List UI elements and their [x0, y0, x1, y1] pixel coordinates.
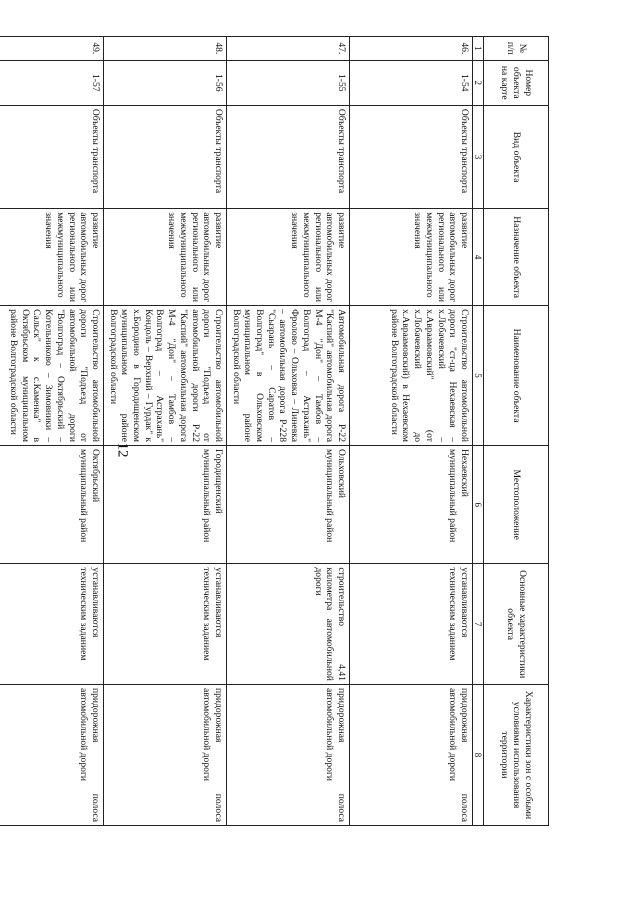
column-number: 4	[473, 209, 484, 306]
object-name: Строительство автомобильной дороги "Подъезд от автомобильной дороги "Волгоград – Октябрьский – Котельниково – Зимовники – Сальск" к с.Каменка" в Октябрьском муниципальном районе Волгоградской области	[0, 306, 104, 446]
column-number: 2	[473, 60, 484, 105]
object-purpose: развитие автомобильных дорог регионального или межмуниципального значения	[0, 209, 104, 306]
column-number: 1	[473, 37, 484, 61]
object-purpose: развитие автомобильных дорог регионального или межмуниципального значения	[350, 209, 473, 306]
column-number: 7	[473, 564, 484, 685]
object-location: Нехаевский муниципальный район	[350, 446, 473, 564]
column-number: 3	[473, 105, 484, 208]
table-row	[350, 37, 473, 826]
column-number: 5	[473, 306, 484, 446]
object-purpose: развитие автомобильных дорог регионального или межмуниципального значения	[104, 209, 227, 306]
zone-characteristics: придорожная полоса автомобильной дороги	[350, 684, 473, 825]
object-characteristics: строительство 4,41 километра автомобильной дороги	[227, 564, 350, 685]
map-number: 1-54	[350, 60, 473, 105]
row-number: 49.	[0, 37, 104, 61]
column-number: 8	[473, 684, 484, 825]
object-name: Автомобильная дорога Р-22 "Каспий" автомобильная дорога М-4 "Дон" – Тамбов – Волгоград – Астрахань" Фролово – Ольховка – Линевка – автомобильная дорога Р-228 "Сызрань – Саратов – Волгоград" в Ольховском муниципальном районе Волгоградской области	[227, 306, 350, 446]
map-number: 1-57	[0, 60, 104, 105]
zone-characteristics: придорожная полоса автомобильной дороги	[104, 684, 227, 825]
row-number: 46.	[350, 37, 473, 61]
header-cell: № п/п	[484, 37, 549, 61]
row-number: 47.	[227, 37, 350, 61]
table-row	[227, 37, 350, 826]
header-cell: Характеристики зон с особыми условиями использования территории	[484, 684, 549, 825]
object-characteristics: устанавливаются техническим заданием	[104, 564, 227, 685]
table-header-row	[484, 37, 549, 826]
object-name: Строительство автомобильной дороги "Подъезд от автомобильной дороги Р-22 "Каспий" автомобильная дорога М-4 "Дон" – Тамбов – Волгоград – Астрахань" Кондоль – Верхний – Гурдак" к х.Бородино в Городищенском муниципальном районе Волгоградской области	[104, 306, 227, 446]
zone-characteristics: придорожная полоса автомобильной дороги	[227, 684, 350, 825]
object-kind: Объекты транспорта	[227, 105, 350, 208]
header-cell: Местоположение	[484, 446, 549, 564]
map-number: 1-56	[104, 60, 227, 105]
header-cell: Вид объекта	[484, 105, 549, 208]
map-number: 1-55	[227, 60, 350, 105]
object-purpose: развитие автомобильных дорог регионального или межмуниципального значения	[227, 209, 350, 306]
object-location: Городищенский муниципальный район	[104, 446, 227, 564]
header-cell: Номер объекта на карте	[484, 60, 549, 105]
object-location: Ольховский муниципальный район	[227, 446, 350, 564]
column-number-row	[473, 37, 484, 826]
object-kind: Объекты транспорта	[104, 105, 227, 208]
header-cell: Основные характеристики объекта	[484, 564, 549, 685]
object-location: Октябрьский муниципальный район	[0, 446, 104, 564]
column-number: 6	[473, 446, 484, 564]
table-row	[104, 37, 227, 826]
row-number: 48.	[104, 37, 227, 61]
object-kind: Объекты транспорта	[0, 105, 104, 208]
table-row	[0, 37, 104, 826]
object-characteristics: устанавливаются техническим заданием	[350, 564, 473, 685]
header-cell: Наименование объекта	[484, 306, 549, 446]
object-name: Строительство автомобильной дороги "ст-ца Нехаевская – х.Лобачевский – х.Авраамовский" (от х.Лобачевский до х.Авраамовский) в Нехаевском районе Волгоградской области	[350, 306, 473, 446]
header-cell: Назначение объекта	[484, 209, 549, 306]
zone-characteristics: придорожная полоса автомобильной дороги	[0, 684, 104, 825]
page-number: 12	[114, 442, 131, 458]
object-characteristics: устанавливаются техническим заданием	[0, 564, 104, 685]
object-kind: Объекты транспорта	[350, 105, 473, 208]
objects-table	[0, 36, 549, 826]
